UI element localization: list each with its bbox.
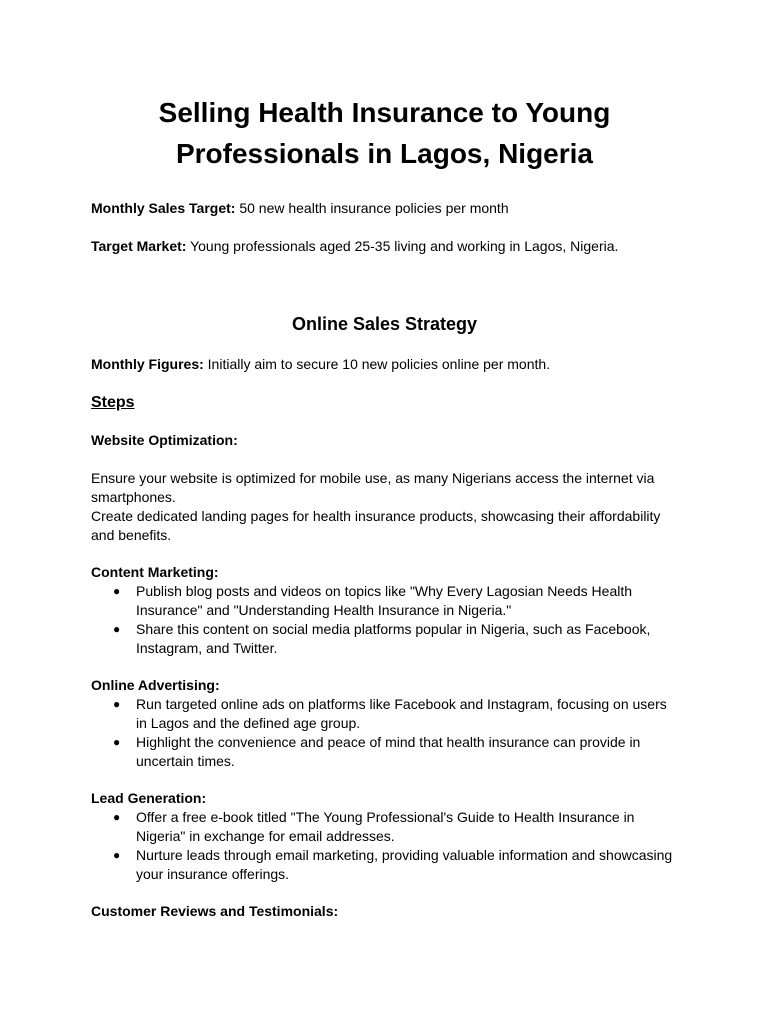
steps-heading: Steps xyxy=(91,394,135,411)
online-advertising-heading: Online Advertising: xyxy=(91,677,220,693)
list-item xyxy=(91,733,678,771)
bullet-icon: ● xyxy=(113,848,121,862)
monthly-figures xyxy=(91,355,678,374)
website-optimization-body xyxy=(91,469,678,545)
website-optimization-paragraph: Ensure your website is optimized for mobile use, as many Nigerians access the internet via smartphones. xyxy=(91,470,655,505)
target-market-label: Target Market: xyxy=(91,238,187,254)
online-advertising-list xyxy=(91,695,678,771)
bullet-icon: ● xyxy=(113,697,121,711)
list-item xyxy=(91,808,678,846)
section-title-online-sales-strategy: Online Sales Strategy xyxy=(291,314,478,334)
monthly-sales-target-label: Monthly Sales Target: xyxy=(91,200,236,216)
customer-reviews-heading: Customer Reviews and Testimonials: xyxy=(91,903,339,919)
monthly-sales-target xyxy=(91,199,678,218)
content-marketing-heading: Content Marketing: xyxy=(91,564,219,580)
monthly-sales-target-value: 50 new health insurance policies per month xyxy=(235,200,509,216)
list-item xyxy=(91,695,678,733)
lead-generation-heading: Lead Generation: xyxy=(91,790,207,806)
list-item-text: Offer a free e-book titled "The Young Professional's Guide to Health Insurance in Nigeria" in exchange for email addresses. xyxy=(136,809,635,844)
list-item-text: Share this content on social media platforms popular in Nigeria, such as Facebook, Instagram, and Twitter. xyxy=(136,621,651,656)
content-marketing-list xyxy=(91,582,678,658)
website-optimization-heading: Website Optimization: xyxy=(91,432,238,448)
document-title-line-2: Professionals in Lagos, Nigeria xyxy=(175,138,593,169)
bullet-icon: ● xyxy=(113,584,121,598)
list-item-text: Nurture leads through email marketing, providing valuable information and showcasing your insurance offerings. xyxy=(136,847,673,882)
website-optimization-paragraph: Create dedicated landing pages for health insurance products, showcasing their affordability and benefits. xyxy=(91,508,661,543)
bullet-icon: ● xyxy=(113,622,121,636)
list-item xyxy=(91,582,678,620)
list-item xyxy=(91,620,678,658)
list-item xyxy=(91,846,678,884)
list-item-text: Highlight the convenience and peace of mind that health insurance can provide in uncertain times. xyxy=(136,734,641,769)
target-market xyxy=(91,237,678,256)
bullet-icon: ● xyxy=(113,735,121,749)
bullet-icon: ● xyxy=(113,810,121,824)
lead-generation-list xyxy=(91,808,678,884)
document-title xyxy=(91,92,678,174)
target-market-value: Young professionals aged 25-35 living and working in Lagos, Nigeria. xyxy=(186,238,619,254)
monthly-figures-value: Initially aim to secure 10 new policies online per month. xyxy=(203,356,551,372)
document-title-line-1: Selling Health Insurance to Young xyxy=(158,97,611,128)
list-item-text: Run targeted online ads on platforms like Facebook and Instagram, focusing on users in Lagos and the defined age group. xyxy=(136,696,667,731)
monthly-figures-label: Monthly Figures: xyxy=(91,356,204,372)
list-item-text: Publish blog posts and videos on topics like "Why Every Lagosian Needs Health Insurance" and "Understanding Health Insurance in Nigeria." xyxy=(136,583,633,618)
